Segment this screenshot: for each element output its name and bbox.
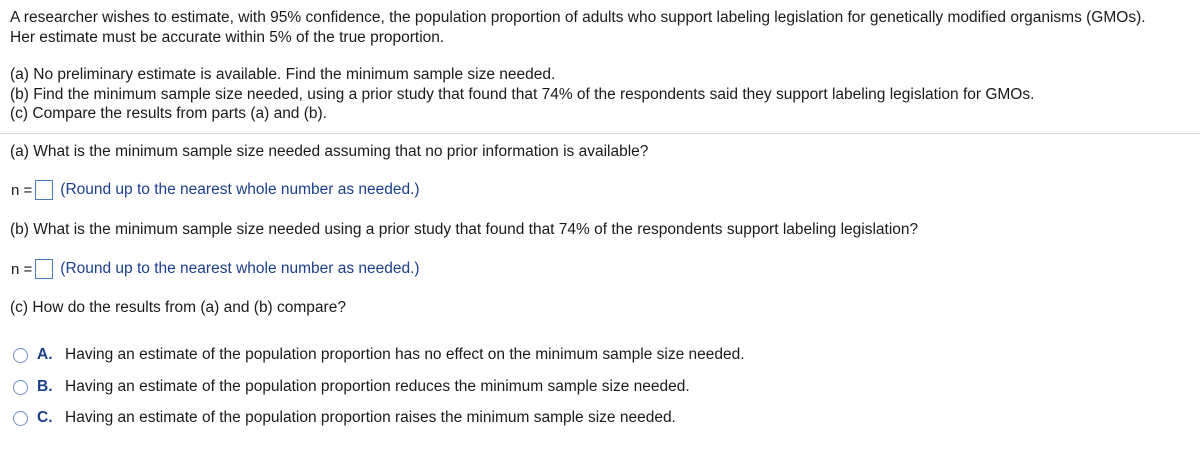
question-b-hint: (Round up to the nearest whole number as needed.)	[60, 260, 420, 277]
option-a-text: Having an estimate of the population proportion has no effect on the minimum sample size needed.	[65, 346, 745, 363]
option-b-letter: B.	[37, 378, 53, 395]
problem-part-b: (b) Find the minimum sample size needed, using a prior study that found that 74% of the respondents said they support labeling legislation for GMOs.	[10, 86, 1035, 103]
question-b-prompt: (b) What is the minimum sample size needed using a prior study that found that 74% of the respondents support labeling legislation?	[10, 221, 919, 238]
question-a-hint: (Round up to the nearest whole number as needed.)	[60, 181, 420, 198]
option-c-radio[interactable]	[13, 411, 28, 426]
option-b-radio[interactable]	[13, 380, 28, 395]
option-c[interactable]	[13, 407, 676, 429]
option-a[interactable]	[13, 344, 745, 366]
problem-part-c: (c) Compare the results from parts (a) and (b).	[10, 105, 327, 122]
question-b-answer-input[interactable]	[35, 259, 53, 279]
question-b-answer-row	[11, 258, 420, 280]
option-a-letter: A.	[37, 346, 53, 363]
problem-intro-line-2: Her estimate must be accurate within 5% of the true proportion.	[10, 29, 445, 46]
problem-intro-line-1: A researcher wishes to estimate, with 95% confidence, the population proportion of adults who support labeling legislation for genetically modified organisms (GMOs).	[10, 9, 1146, 26]
problem-part-a: (a) No preliminary estimate is available. Find the minimum sample size needed.	[10, 66, 556, 83]
option-c-text: Having an estimate of the population proportion raises the minimum sample size needed.	[65, 409, 676, 426]
option-b-text: Having an estimate of the population proportion reduces the minimum sample size needed.	[65, 378, 690, 395]
question-a-n-label: n =	[11, 181, 33, 199]
option-c-letter: C.	[37, 409, 53, 426]
question-a-prompt: (a) What is the minimum sample size needed assuming that no prior information is available?	[10, 143, 649, 160]
option-b[interactable]	[13, 376, 690, 398]
question-a-answer-input[interactable]	[35, 180, 53, 200]
section-divider	[0, 133, 1200, 134]
question-c-prompt: (c) How do the results from (a) and (b) compare?	[10, 299, 346, 316]
question-b-n-label: n =	[11, 260, 33, 278]
option-a-radio[interactable]	[13, 348, 28, 363]
question-a-answer-row	[11, 179, 420, 201]
